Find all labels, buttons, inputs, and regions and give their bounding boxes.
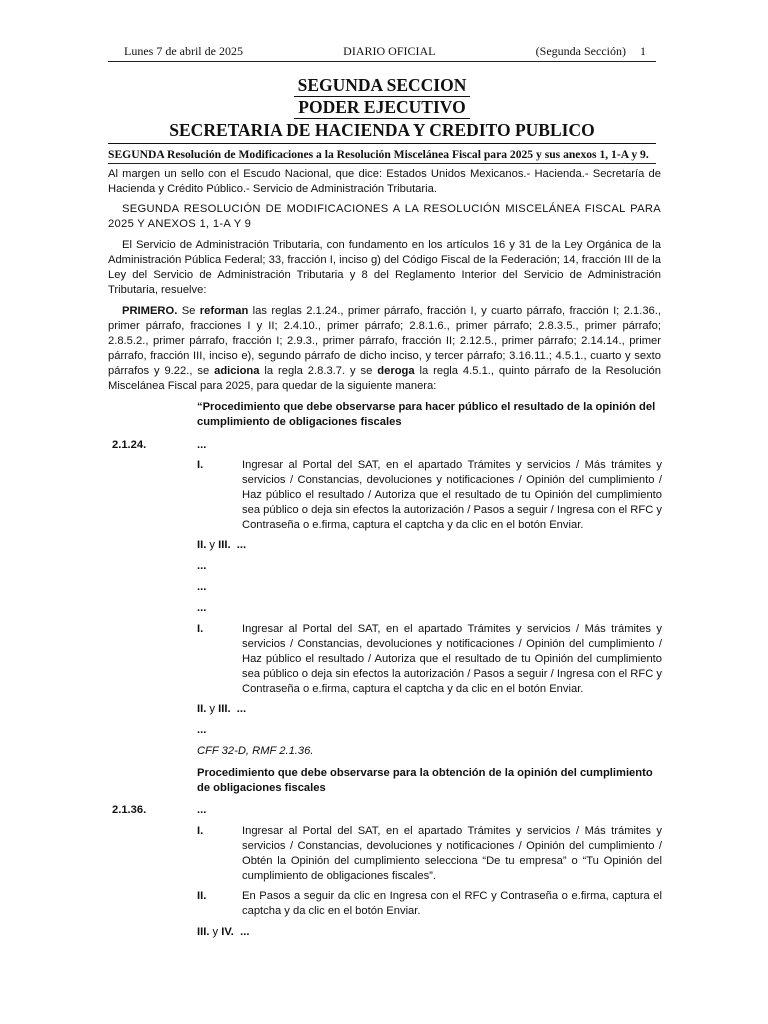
margin-note: Al margen un sello con el Escudo Nacional, que dice: Estados Unidos Mexicanos.- Hacienda.- Secretaría de Hacienda y Crédito Público.- Servicio de Administración Tributaria. [108,168,661,195]
fraction-text: Ingresar al Portal del SAT, en el apartado Trámites y servicios / Más trámites y servicios / Constancias, devoluciones y notificaciones / Opinión del cumplimiento / Obtén la Opinión del cumplimiento selecciona “De tu empresa” o “Tu Opinión del cumplimiento de obligaciones fiscales”. [242,825,662,882]
resolution-title: SEGUNDA Resolución de Modificaciones a la Resolución Miscelánea Fiscal para 2025 y sus anexos 1, 1-A y 9. [108,148,649,161]
ellipsis: ... [197,724,207,736]
ellipsis: ... [197,602,207,614]
legal-citation: CFF 32-D, RMF 2.1.36. [197,745,314,757]
resolution-heading: SEGUNDA RESOLUCIÓN DE MODIFICACIONES A LA RESOLUCIÓN MISCELÁNEA FISCAL PARA 2025 Y ANEXOS 1, 1-A Y 9 [108,203,661,230]
rule-2-1-36-number: 2.1.36. [112,804,147,816]
fraction-text: Ingresar al Portal del SAT, en el apartado Trámites y servicios / Más trámites y servicios / Constancias, devoluciones y notificaciones / Opinión del cumplimiento / Haz público el resultado / Autoriza que el resultado de tu Opinión del cumplimiento sea público o deja sin efectos la autorización / Pasos a seguir / Ingresa con el RFC y Contraseña o e.firma, captura el captcha y da clic en el botón Enviar. [242,623,662,695]
primero-paragraph: PRIMERO. Se reforman las reglas 2.1.24., primer párrafo, fracción I, y cuarto párrafo, fracción I; 2.1.36., primer párrafo, fracciones I y II; 2.4.10., primer párrafo; 2.8.1.6., primer párrafo; 2.8.3.5., primer párrafo; 2.8.5.2., primer párrafo, fracción I; 2.9.3., primer párrafo, fracción II; 2.12.5., primer párrafo; 2.14.14., primer párrafo, fracción III, inciso e), segundo párrafo de dicho inciso, y tercer párrafo; 3.16.11.; 4.5.1., cuarto y sexto párrafos y 9.22., se adiciona la regla 2.8.3.7. y se deroga la regla 4.5.1., quinto párrafo de la Resolución Miscelánea Fiscal para 2025, para quedar de la siguiente manera: [108,305,662,392]
page-number: 1 [639,44,646,58]
section-title: SEGUNDA SECCION [108,75,656,97]
ellipsis: ... [197,560,207,572]
fraction-range: II. y III. ... [197,703,247,715]
branch-title: PODER EJECUTIVO [108,97,656,119]
fraction-range: II. y III. ... [197,539,247,551]
header-divider [108,61,656,62]
issue-date: Lunes 7 de abril de 2025 [124,44,243,58]
section-and-page [536,44,646,59]
ellipsis: ... [197,581,207,593]
fraction-label: I. [197,623,204,635]
running-header [124,44,646,59]
fraction-text: Ingresar al Portal del SAT, en el apartado Trámites y servicios / Más trámites y servicios / Constancias, devoluciones y notificaciones / Opinión del cumplimiento / Haz público el resultado / Autoriza que el resultado de tu Opinión del cumplimiento sea público o deja sin efectos la autorización / Pasos a seguir / Ingresa con el RFC y Contraseña o e.firma, captura el captcha y da clic en el botón Enviar. [242,459,662,531]
rule-2-1-24-title: “Procedimiento que debe observarse para hacer público el resultado de la opinión del cumplimiento de obligaciones fiscales [197,401,656,428]
section-label: (Segunda Sección) [535,44,626,58]
fraction-label: I. [197,825,204,837]
fraction-label: II. [197,890,207,902]
ministry-title: SECRETARIA DE HACIENDA Y CREDITO PUBLICO [169,120,595,140]
rule-2-1-24-number: 2.1.24. [112,439,147,451]
ellipsis: ... [197,804,207,816]
fraction-text: En Pasos a seguir da clic en Ingresa con el RFC y Contraseña o e.firma, captura el captcha y da clic en el botón Enviar. [242,890,662,917]
preamble-paragraph: El Servicio de Administración Tributaria, con fundamento en los artículos 16 y 31 de la Ley Orgánica de la Administración Pública Federal; 33, fracción I, inciso g) del Código Fiscal de la Federación; 14, fracción III de la Ley del Servicio de Administración Tributaria y 8 del Reglamento Interior del Servicio de Administración Tributaria, resuelve: [108,239,661,296]
publication-name: DIARIO OFICIAL [343,44,436,58]
fraction-label: I. [197,459,204,471]
title-divider [108,143,656,144]
resolution-divider [108,163,656,164]
fraction-range: III. y IV. ... [197,926,250,938]
rule-2-1-36-title: Procedimiento que debe observarse para la obtención de la opinión del cumplimiento de obligaciones fiscales [197,767,653,794]
ellipsis: ... [197,439,207,451]
